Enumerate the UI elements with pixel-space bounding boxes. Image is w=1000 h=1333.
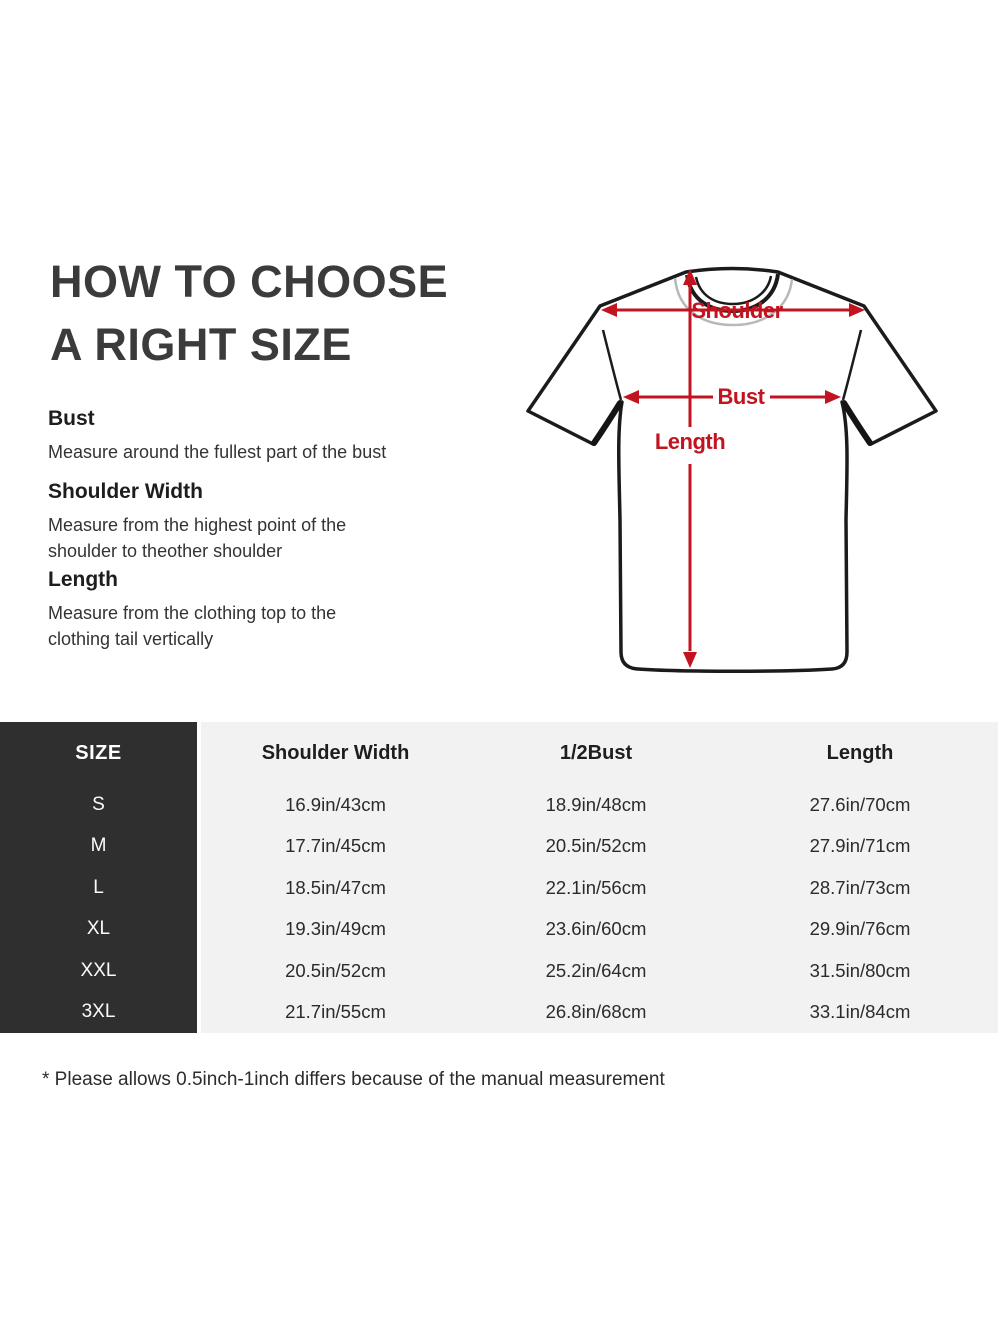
- guide-title-length: Length: [48, 568, 118, 591]
- size-table-header-half-bust: 1/2Bust: [559, 741, 633, 764]
- size-table-cell-s-shoulder: 16.9in/43cm: [285, 793, 386, 815]
- guide-title-bust: Bust: [48, 407, 95, 430]
- size-table-cell-m-shoulder: 17.7in/45cm: [285, 835, 386, 857]
- size-table-header-length: Length: [826, 741, 894, 764]
- guide-section-shoulder-width: [48, 480, 346, 564]
- size-table-row-3xl-label: 3XL: [81, 1001, 116, 1023]
- size-table-cell-xxl-length: 31.5in/80cm: [809, 959, 911, 981]
- size-table-row-l-label: L: [93, 876, 104, 898]
- size-table-cell-3xl-length: 33.1in/84cm: [809, 1001, 911, 1023]
- size-table-cell-xl-bust: 23.6in/60cm: [545, 918, 647, 940]
- page-title: [50, 250, 448, 376]
- size-table-cell-3xl-shoulder: 21.7in/55cm: [285, 1001, 386, 1023]
- guide-section-bust: [48, 407, 386, 465]
- bust-arrow-label: Bust: [717, 384, 765, 409]
- guide-section-length: [48, 568, 336, 652]
- guide-text-shoulder-width-line2: shoulder to theother shoulder: [48, 541, 283, 561]
- size-table-cell-xl-shoulder: 19.3in/49cm: [285, 918, 386, 940]
- size-table-size-column: [0, 722, 197, 1033]
- size-table-row-xl-label: XL: [86, 918, 111, 940]
- size-table-cell-s-bust: 18.9in/48cm: [545, 793, 647, 815]
- guide-text-length-line1: Measure from the clothing top to the: [48, 603, 337, 623]
- guide-text-shoulder-width-line1: Measure from the highest point of the: [48, 515, 347, 535]
- length-arrow-label: Length: [654, 429, 726, 454]
- size-table-cell-l-bust: 22.1in/56cm: [545, 876, 647, 898]
- page-title-line1: HOW TO CHOOSE: [50, 256, 449, 307]
- tshirt-diagram-svg: [500, 238, 970, 693]
- guide-text-length-line2: clothing tail vertically: [48, 629, 214, 649]
- tshirt-measurement-diagram: [500, 238, 970, 693]
- size-table-cell-3xl-bust: 26.8in/68cm: [545, 1001, 647, 1023]
- guide-title-shoulder-width: Shoulder Width: [48, 480, 203, 503]
- size-table-cell-m-length: 27.9in/71cm: [809, 835, 911, 857]
- size-table-cell-m-bust: 20.5in/52cm: [545, 835, 647, 857]
- shoulder-arrow-label: Shoulder: [691, 298, 783, 323]
- size-table-row-xxl-label: XXL: [80, 959, 117, 981]
- size-table-cell-xxl-shoulder: 20.5in/52cm: [285, 959, 386, 981]
- size-table-row-s-label: S: [92, 793, 105, 815]
- measurement-disclaimer: * Please allows 0.5inch-1inch differs because of the manual measurement: [42, 1069, 665, 1090]
- size-table-cell-l-shoulder: 18.5in/47cm: [285, 876, 386, 898]
- size-table-header-shoulder-width: Shoulder Width: [261, 741, 410, 764]
- size-table-row-m-label: M: [90, 835, 107, 857]
- size-table-cell-xxl-bust: 25.2in/64cm: [545, 959, 647, 981]
- size-table-header-size: SIZE: [75, 741, 122, 764]
- size-table-cell-s-length: 27.6in/70cm: [809, 793, 911, 815]
- guide-text-bust: Measure around the fullest part of the bust: [48, 442, 387, 462]
- size-table-cell-l-length: 28.7in/73cm: [809, 876, 911, 898]
- tshirt-outline: [528, 269, 936, 672]
- size-table-cell-xl-length: 29.9in/76cm: [809, 918, 911, 940]
- size-table-measurements: [201, 722, 998, 1033]
- page-title-line2: A RIGHT SIZE: [50, 319, 352, 370]
